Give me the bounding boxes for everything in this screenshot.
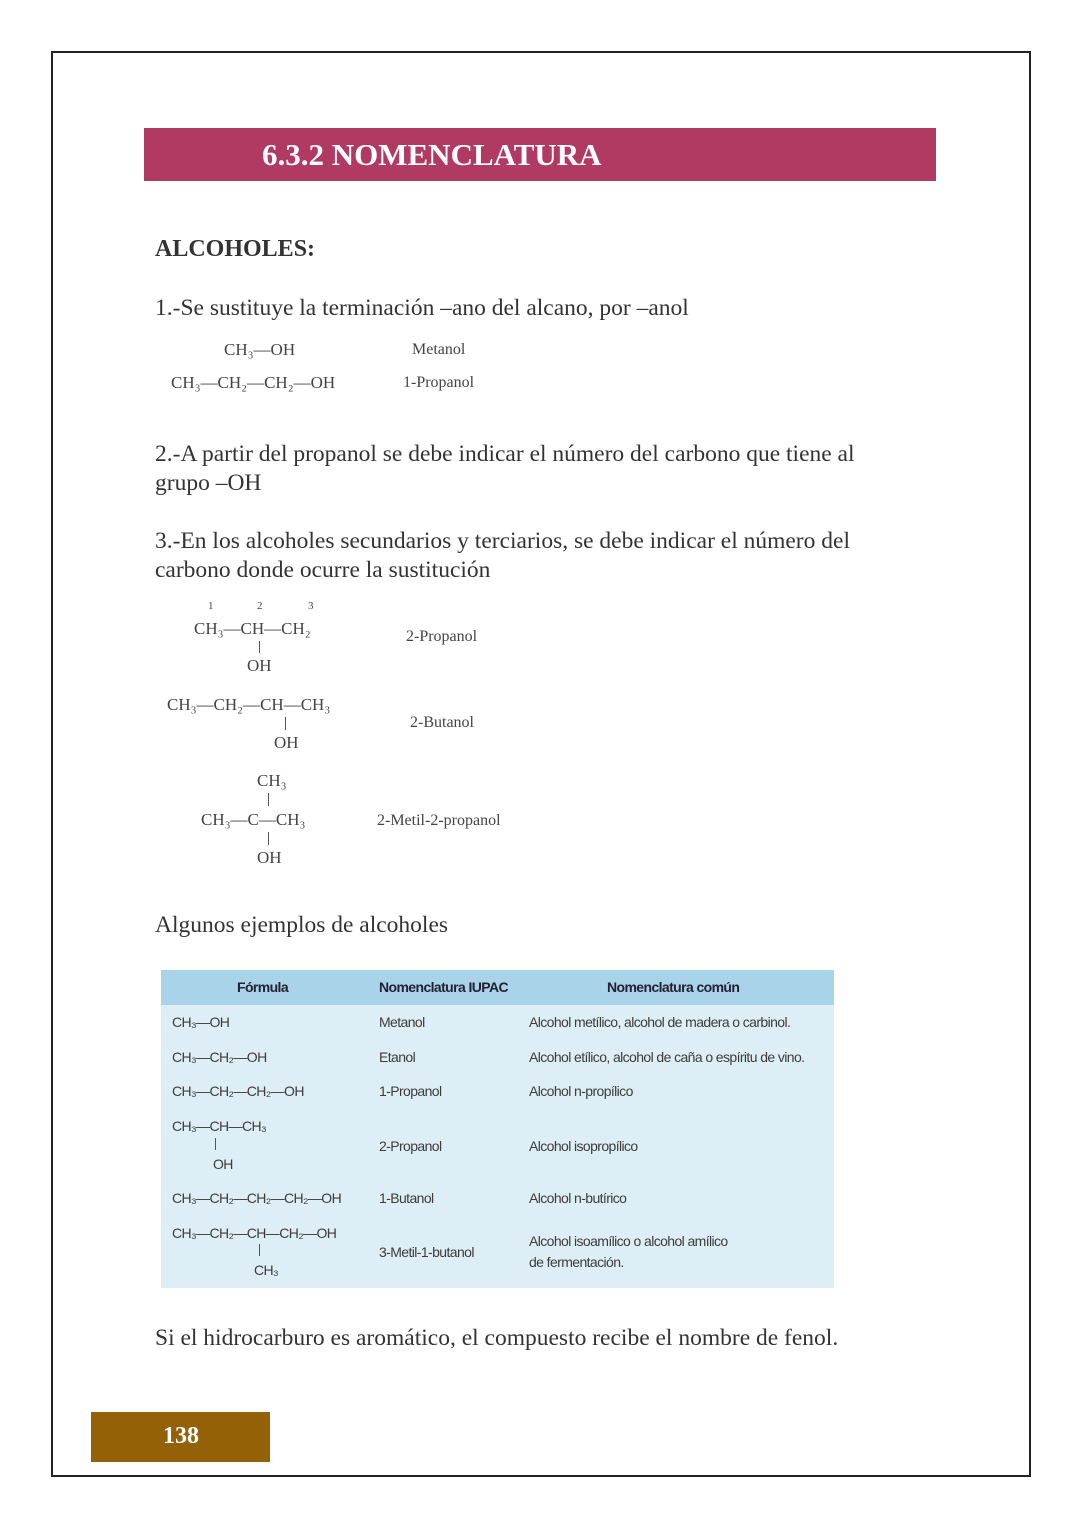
header-common: Nomenclatura común	[607, 979, 740, 995]
name-propanol: 1-Propanol	[403, 374, 475, 391]
examples-title: Algunos ejemplos de alcoholes	[155, 912, 449, 938]
cell-common: Alcohol isopropílico	[529, 1138, 638, 1154]
formula-methanol: CH₃—OH	[224, 340, 296, 359]
name-methanol: Metanol	[412, 341, 466, 358]
closing-text: Si el hidrocarburo es aromático, el compuesto recibe el nombre de fenol.	[155, 1325, 839, 1351]
cell-iupac: 2-Propanol	[379, 1138, 442, 1154]
cell-formula-branch: OH	[213, 1156, 233, 1172]
bond-line	[268, 793, 269, 806]
section-title: 6.3.2 NOMENCLATURA	[262, 137, 602, 172]
cell-common: Alcohol metílico, alcohol de madera o carbinol.	[529, 1014, 791, 1030]
cell-formula: CH₃—CH₂—CH₂—OH	[172, 1083, 304, 1099]
structure-2-butanol-oh: OH	[274, 733, 299, 752]
rule-3-line2: carbono donde ocurre la sustitución	[155, 557, 491, 583]
bond-line	[285, 717, 286, 730]
cell-formula: CH₃—OH	[172, 1014, 230, 1030]
cell-formula-branch: CH₃	[254, 1262, 279, 1278]
heading: ALCOHOLES:	[155, 236, 316, 262]
bond-line	[259, 641, 260, 653]
structure-2-propanol-oh: OH	[247, 656, 272, 675]
cell-common: Alcohol etílico, alcohol de caña o espíritu de vino.	[529, 1049, 805, 1065]
cell-iupac: 3-Metil-1-butanol	[379, 1244, 474, 1260]
formula-propanol: CH₃—CH₂—CH₂—OH	[171, 373, 336, 392]
carbon-number: 1	[208, 600, 214, 612]
cell-formula: CH₃—CH—CH₃	[172, 1118, 267, 1134]
bond-line	[268, 832, 269, 845]
cell-common: Alcohol n-propílico	[529, 1083, 633, 1099]
cell-formula: CH₃—CH₂—CH₂—CH₂—OH	[172, 1190, 342, 1206]
table-header	[161, 970, 834, 1005]
cell-common: Alcohol n-butírico	[529, 1190, 627, 1206]
carbon-number: 3	[308, 600, 314, 612]
name-2-metil-2-propanol: 2-Metil-2-propanol	[377, 812, 501, 829]
cell-formula: CH₃—CH₂—OH	[172, 1049, 267, 1065]
structure-2-butanol-chain: CH₃—CH₂—CH—CH₃	[167, 695, 331, 714]
cell-common: Alcohol isoamílico o alcohol amílico	[529, 1233, 728, 1249]
cell-iupac: Metanol	[379, 1014, 425, 1030]
rule-2-line1: 2.-A partir del propanol se debe indicar el número del carbono que tiene al	[155, 441, 855, 467]
page-number-box	[91, 1412, 270, 1462]
structure-2-propanol-chain: CH₃—CH—CH₂	[194, 619, 311, 638]
structure-tertbutanol-oh: OH	[257, 848, 282, 867]
rule-2-line2: grupo –OH	[155, 470, 262, 496]
name-2-propanol: 2-Propanol	[406, 628, 478, 645]
name-2-butanol: 2-Butanol	[410, 714, 474, 731]
page-number: 138	[163, 1423, 199, 1449]
structure-methyl-top: CH₃	[257, 771, 287, 790]
section-banner	[144, 128, 936, 181]
rule-1: 1.-Se sustituye la terminación –ano del alcano, por –anol	[155, 295, 689, 321]
bond-line	[215, 1138, 216, 1150]
structure-tertbutanol-chain: CH₃—C—CH₃	[201, 810, 306, 829]
bond-line	[259, 1244, 260, 1256]
carbon-number: 2	[257, 600, 263, 612]
header-formula: Fórmula	[237, 979, 289, 995]
rule-3-line1: 3.-En los alcoholes secundarios y terciarios, se debe indicar el número del	[155, 528, 850, 554]
alcohols-table	[161, 970, 834, 1288]
header-iupac: Nomenclatura IUPAC	[379, 979, 508, 995]
cell-common-line2: de fermentación.	[529, 1254, 624, 1270]
cell-formula: CH₃—CH₂—CH—CH₂—OH	[172, 1225, 337, 1241]
cell-iupac: 1-Butanol	[379, 1190, 434, 1206]
cell-iupac: 1-Propanol	[379, 1083, 442, 1099]
cell-iupac: Etanol	[379, 1049, 416, 1065]
